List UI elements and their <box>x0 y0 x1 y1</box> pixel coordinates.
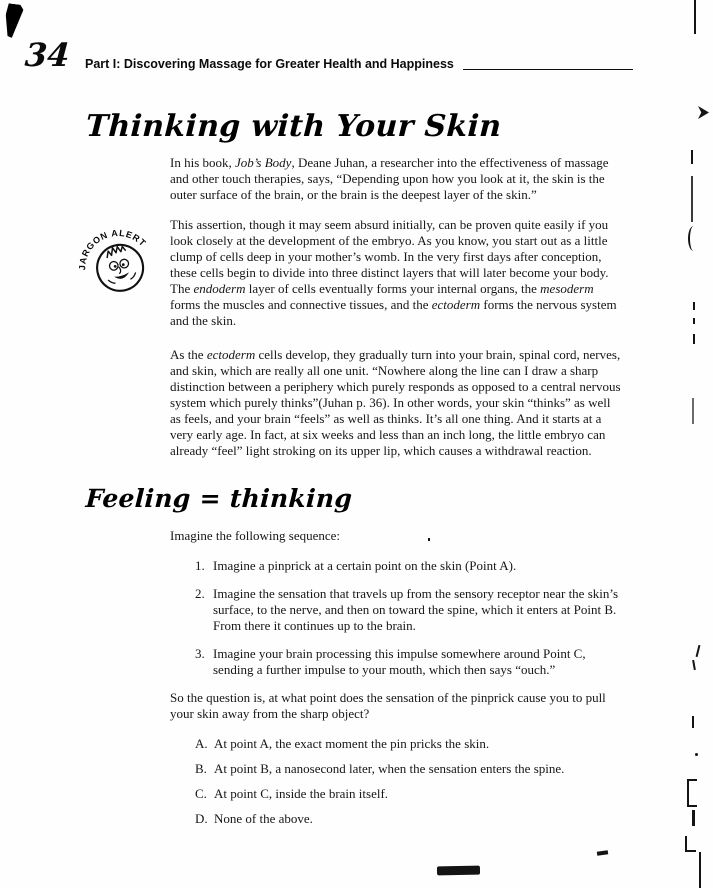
scan-artifact <box>428 538 430 541</box>
scan-artifact <box>597 850 608 855</box>
scan-artifact <box>693 334 695 344</box>
running-header <box>85 57 633 72</box>
section-title-feeling: Feeling = thinking <box>84 484 353 513</box>
section-title-thinking: Thinking with Your Skin <box>84 109 503 144</box>
option-item-b <box>195 761 622 777</box>
step-number: 2. <box>195 586 205 601</box>
option-letter: C. <box>195 786 207 801</box>
jargon-alert-label: JARGON ALERT <box>77 227 149 271</box>
jargon-paragraph-wrap <box>77 217 622 329</box>
option-item-a <box>195 736 622 752</box>
paragraph-ectoderm: As the ectoderm cells develop, they gradually turn into your brain, spinal cord, nerves, and skin, which are really all one unit. “Nowhere along the line can I draw a sharp distinction between a periphery which purely responds as opposed to a central nervous system which purely thinks”(Juhan p. 36). In other words, your skin “thinks” as well as feels, and your brain “feels” as well as thinks. It’s all one thing. And it starts at a very early age. In fact, at six weeks and less than an inch long, the little embryo can already “feel” light stroking on its upper lip, which causes a withdrawal reaction. <box>170 347 621 458</box>
step-item-3 <box>195 646 622 678</box>
option-text: At point A, the exact moment the pin pricks the skin. <box>214 736 490 751</box>
scan-artifact <box>699 852 701 888</box>
option-item-c <box>195 786 622 802</box>
step-text: Imagine a pinprick at a certain point on the skin (Point A). <box>213 558 517 573</box>
sequence-intro: Imagine the following sequence: <box>170 528 341 543</box>
step-text: Imagine the sensation that travels up from the sensory receptor near the skin’s surface, to the nerve, and then on toward the spine, which it enters at Point B. From there it continues up to the brain. <box>213 586 619 633</box>
scan-artifact <box>693 302 695 310</box>
scan-artifact <box>696 645 701 657</box>
question-paragraph: So the question is, at what point does the sensation of the pinprick cause you to pull your skin away from the sharp object? <box>170 690 606 721</box>
scan-artifact <box>437 866 480 876</box>
option-text: None of the above. <box>214 811 313 826</box>
scan-artifact <box>692 810 695 826</box>
step-item-1 <box>195 558 622 574</box>
step-number: 3. <box>195 646 205 661</box>
scan-artifact <box>692 660 696 670</box>
paragraph-jargon: This assertion, though it may seem absurd initially, can be proven quite easily if you look closely at the development of the embryo. As you know, you start out as a little clump of cells deep in your mother’s womb. In the very first days after conception, these cells begin to divide into three distinct layers that will later become your body. The endoderm layer of cells eventually forms your internal organs, the mesoderm forms the muscles and connective tissues, and the ectoderm forms the nervous system and the skin. <box>170 217 617 328</box>
scan-artifact <box>695 753 698 756</box>
scan-artifact-corner <box>3 3 24 39</box>
step-number: 1. <box>195 558 205 573</box>
option-text: At point B, a nanosecond later, when the sensation enters the spine. <box>214 761 565 776</box>
scan-artifact <box>698 106 709 119</box>
option-item-d <box>195 811 622 827</box>
scan-artifact <box>688 226 699 251</box>
jargon-alert-face <box>93 241 147 295</box>
scan-artifact <box>692 398 694 424</box>
header-rule <box>463 59 633 70</box>
scan-artifact <box>691 176 693 222</box>
paragraph-intro-quote: In his book, Job’s Body, Deane Juhan, a researcher into the effectiveness of massage and other touch therapies, says, “Depending upon how you look at it, the skin is the outer surface of the brain, or the brain is the deepest layer of the skin.” <box>170 155 609 202</box>
scan-artifact <box>694 0 696 34</box>
option-text: At point C, inside the brain itself. <box>214 786 389 801</box>
scan-artifact <box>692 716 694 728</box>
scan-artifact <box>687 779 697 807</box>
step-text: Imagine your brain processing this impulse somewhere around Point C, sending a further impulse to your mouth, which then says “ouch.” <box>213 646 586 677</box>
scan-artifact <box>685 836 696 852</box>
running-header-text: Part I: Discovering Massage for Greater Health and Happiness <box>85 57 454 71</box>
option-letter: B. <box>195 761 207 776</box>
jargon-alert-icon <box>75 217 157 299</box>
step-item-2 <box>195 586 622 634</box>
option-letter: A. <box>195 736 208 751</box>
page-content <box>77 109 622 836</box>
page-number: 34 <box>23 36 71 74</box>
scan-artifact <box>691 150 693 164</box>
option-letter: D. <box>195 811 208 826</box>
scan-artifact <box>693 318 695 324</box>
